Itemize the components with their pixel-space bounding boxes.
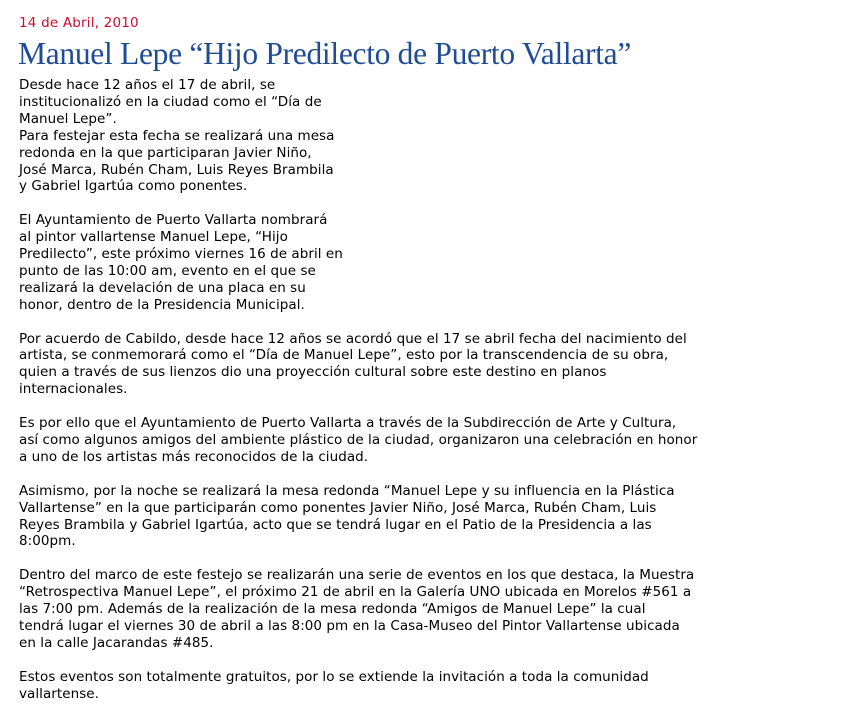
paragraph-line: Manuel Lepe”. xyxy=(19,110,117,127)
paragraph-line: José Marca, Rubén Cham, Luis Reyes Brambila xyxy=(19,161,334,178)
paragraph-line: vallartense. xyxy=(19,685,99,702)
paragraph xyxy=(19,415,831,466)
paragraph-line: Para festejar esta fecha se realizará una mesa xyxy=(19,127,335,144)
paragraph xyxy=(19,212,415,313)
paragraph-line: Reyes Brambila y Gabriel Igartúa, acto que se tendrá lugar en el Patio de la Presidencia a las xyxy=(19,516,652,533)
paragraph xyxy=(19,77,415,195)
paragraph-line: Vallartense” en la que participarán como ponentes Javier Niño, José Marca, Rubén Cham, Luis xyxy=(19,499,657,516)
article-body xyxy=(19,77,831,702)
paragraph-line: las 7:00 pm. Además de la realización de la mesa redonda “Amigos de Manuel Lepe” la cual xyxy=(19,601,646,618)
paragraph-line: Predilecto”, este próximo viernes 16 de abril en xyxy=(19,246,343,263)
paragraph-line: 8:00pm. xyxy=(19,533,76,550)
paragraph-line: al pintor vallartense Manuel Lepe, “Hijo xyxy=(19,229,288,246)
paragraph-line: a uno de los artistas más reconocidos de la ciudad. xyxy=(19,448,369,465)
paragraph-line: redonda en la que participaran Javier Niño, xyxy=(19,144,312,161)
paragraph xyxy=(19,669,831,703)
article xyxy=(19,14,831,719)
paragraph-line: El Ayuntamiento de Puerto Vallarta nombrará xyxy=(19,212,328,229)
paragraph-line: Dentro del marco de este festejo se realizarán una serie de eventos en los que destaca, la Muestra xyxy=(19,567,695,584)
paragraph xyxy=(19,483,831,551)
article-title: Manuel Lepe “Hijo Predilecto de Puerto Vallarta” xyxy=(18,36,632,71)
article-date: 14 de Abril, 2010 xyxy=(19,15,139,31)
paragraph-line: “Retrospectiva Manuel Lepe”, el próximo 21 de abril en la Galería UNO ubicada en Morelos #561 a xyxy=(19,584,692,601)
paragraph-line: Estos eventos son totalmente gratuitos, por lo se extiende la invitación a toda la comunidad xyxy=(19,668,649,685)
paragraph xyxy=(19,567,831,652)
paragraph-line: tendrá lugar el viernes 30 de abril a las 8:00 pm en la Casa-Museo del Pintor Vallartense ubicada xyxy=(19,617,680,634)
paragraph-line: así como algunos amigos del ambiente plástico de la ciudad, organizaron una celebración en honor xyxy=(19,431,698,448)
paragraph-line: y Gabriel Igartúa como ponentes. xyxy=(19,178,248,195)
paragraph-line: artista, se conmemorará como el “Día de Manuel Lepe”, esto por la transcendencia de su obra, xyxy=(19,347,669,364)
paragraph-line: Desde hace 12 años el 17 de abril, se xyxy=(19,77,276,93)
paragraph-line: internacionales. xyxy=(19,381,128,398)
paragraph-line: Es por ello que el Ayuntamiento de Puerto Vallarta a través de la Subdirección de Arte y Cultura, xyxy=(19,415,677,432)
paragraph-line: quien a través de sus lienzos dio una proyección cultural sobre este destino en planos xyxy=(19,364,607,381)
paragraph-line: en la calle Jacarandas #485. xyxy=(19,634,214,651)
paragraph xyxy=(19,331,831,399)
paragraph-line: realizará la develación de una placa en su xyxy=(19,279,306,296)
paragraph-line: Por acuerdo de Cabildo, desde hace 12 años se acordó que el 17 se abril fecha del nacimiento del xyxy=(19,330,687,347)
paragraph-line: honor, dentro de la Presidencia Municipal. xyxy=(19,296,305,313)
paragraph-line: punto de las 10:00 am, evento en el que se xyxy=(19,262,316,279)
paragraph-line: institucionalizó en la ciudad como el “Día de xyxy=(19,93,322,110)
paragraph-line: Asimismo, por la noche se realizará la mesa redonda “Manuel Lepe y su influencia en la Plástica xyxy=(19,482,675,499)
